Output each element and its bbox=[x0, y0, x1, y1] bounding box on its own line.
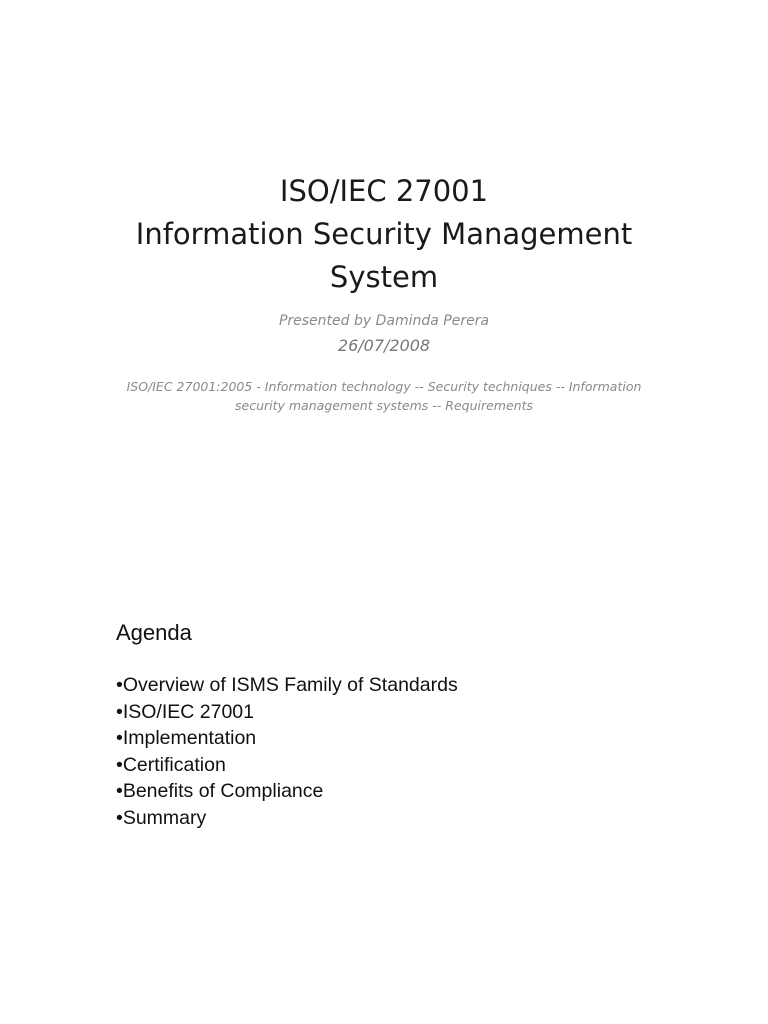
slide-title-line-2: Information Security Management bbox=[135, 217, 633, 251]
agenda-heading: Agenda bbox=[116, 620, 192, 645]
agenda-list bbox=[116, 672, 716, 831]
agenda-item: •Implementation bbox=[116, 727, 257, 749]
standard-description bbox=[104, 377, 664, 415]
agenda-item: •Benefits of Compliance bbox=[116, 780, 324, 802]
agenda-item: •Certification bbox=[116, 753, 226, 776]
agenda-item: •Summary bbox=[116, 806, 207, 829]
title-slide bbox=[0, 170, 768, 415]
agenda-item: •Overview of ISMS Family of Standards bbox=[116, 674, 458, 696]
standard-description-line-2: security management systems -- Requirements bbox=[235, 398, 533, 413]
agenda-item: •ISO/IEC 27001 bbox=[116, 700, 254, 723]
presentation-date: 26/07/2008 bbox=[337, 336, 431, 355]
slide-title-line-1: ISO/IEC 27001 bbox=[279, 174, 489, 208]
agenda-section bbox=[116, 618, 716, 831]
standard-description-line-1: ISO/IEC 27001:2005 - Information technology -- Security techniques -- Information bbox=[126, 379, 642, 394]
slide-title-line-3: System bbox=[329, 260, 439, 294]
presenter-text: Presented by Daminda Perera bbox=[278, 313, 490, 329]
